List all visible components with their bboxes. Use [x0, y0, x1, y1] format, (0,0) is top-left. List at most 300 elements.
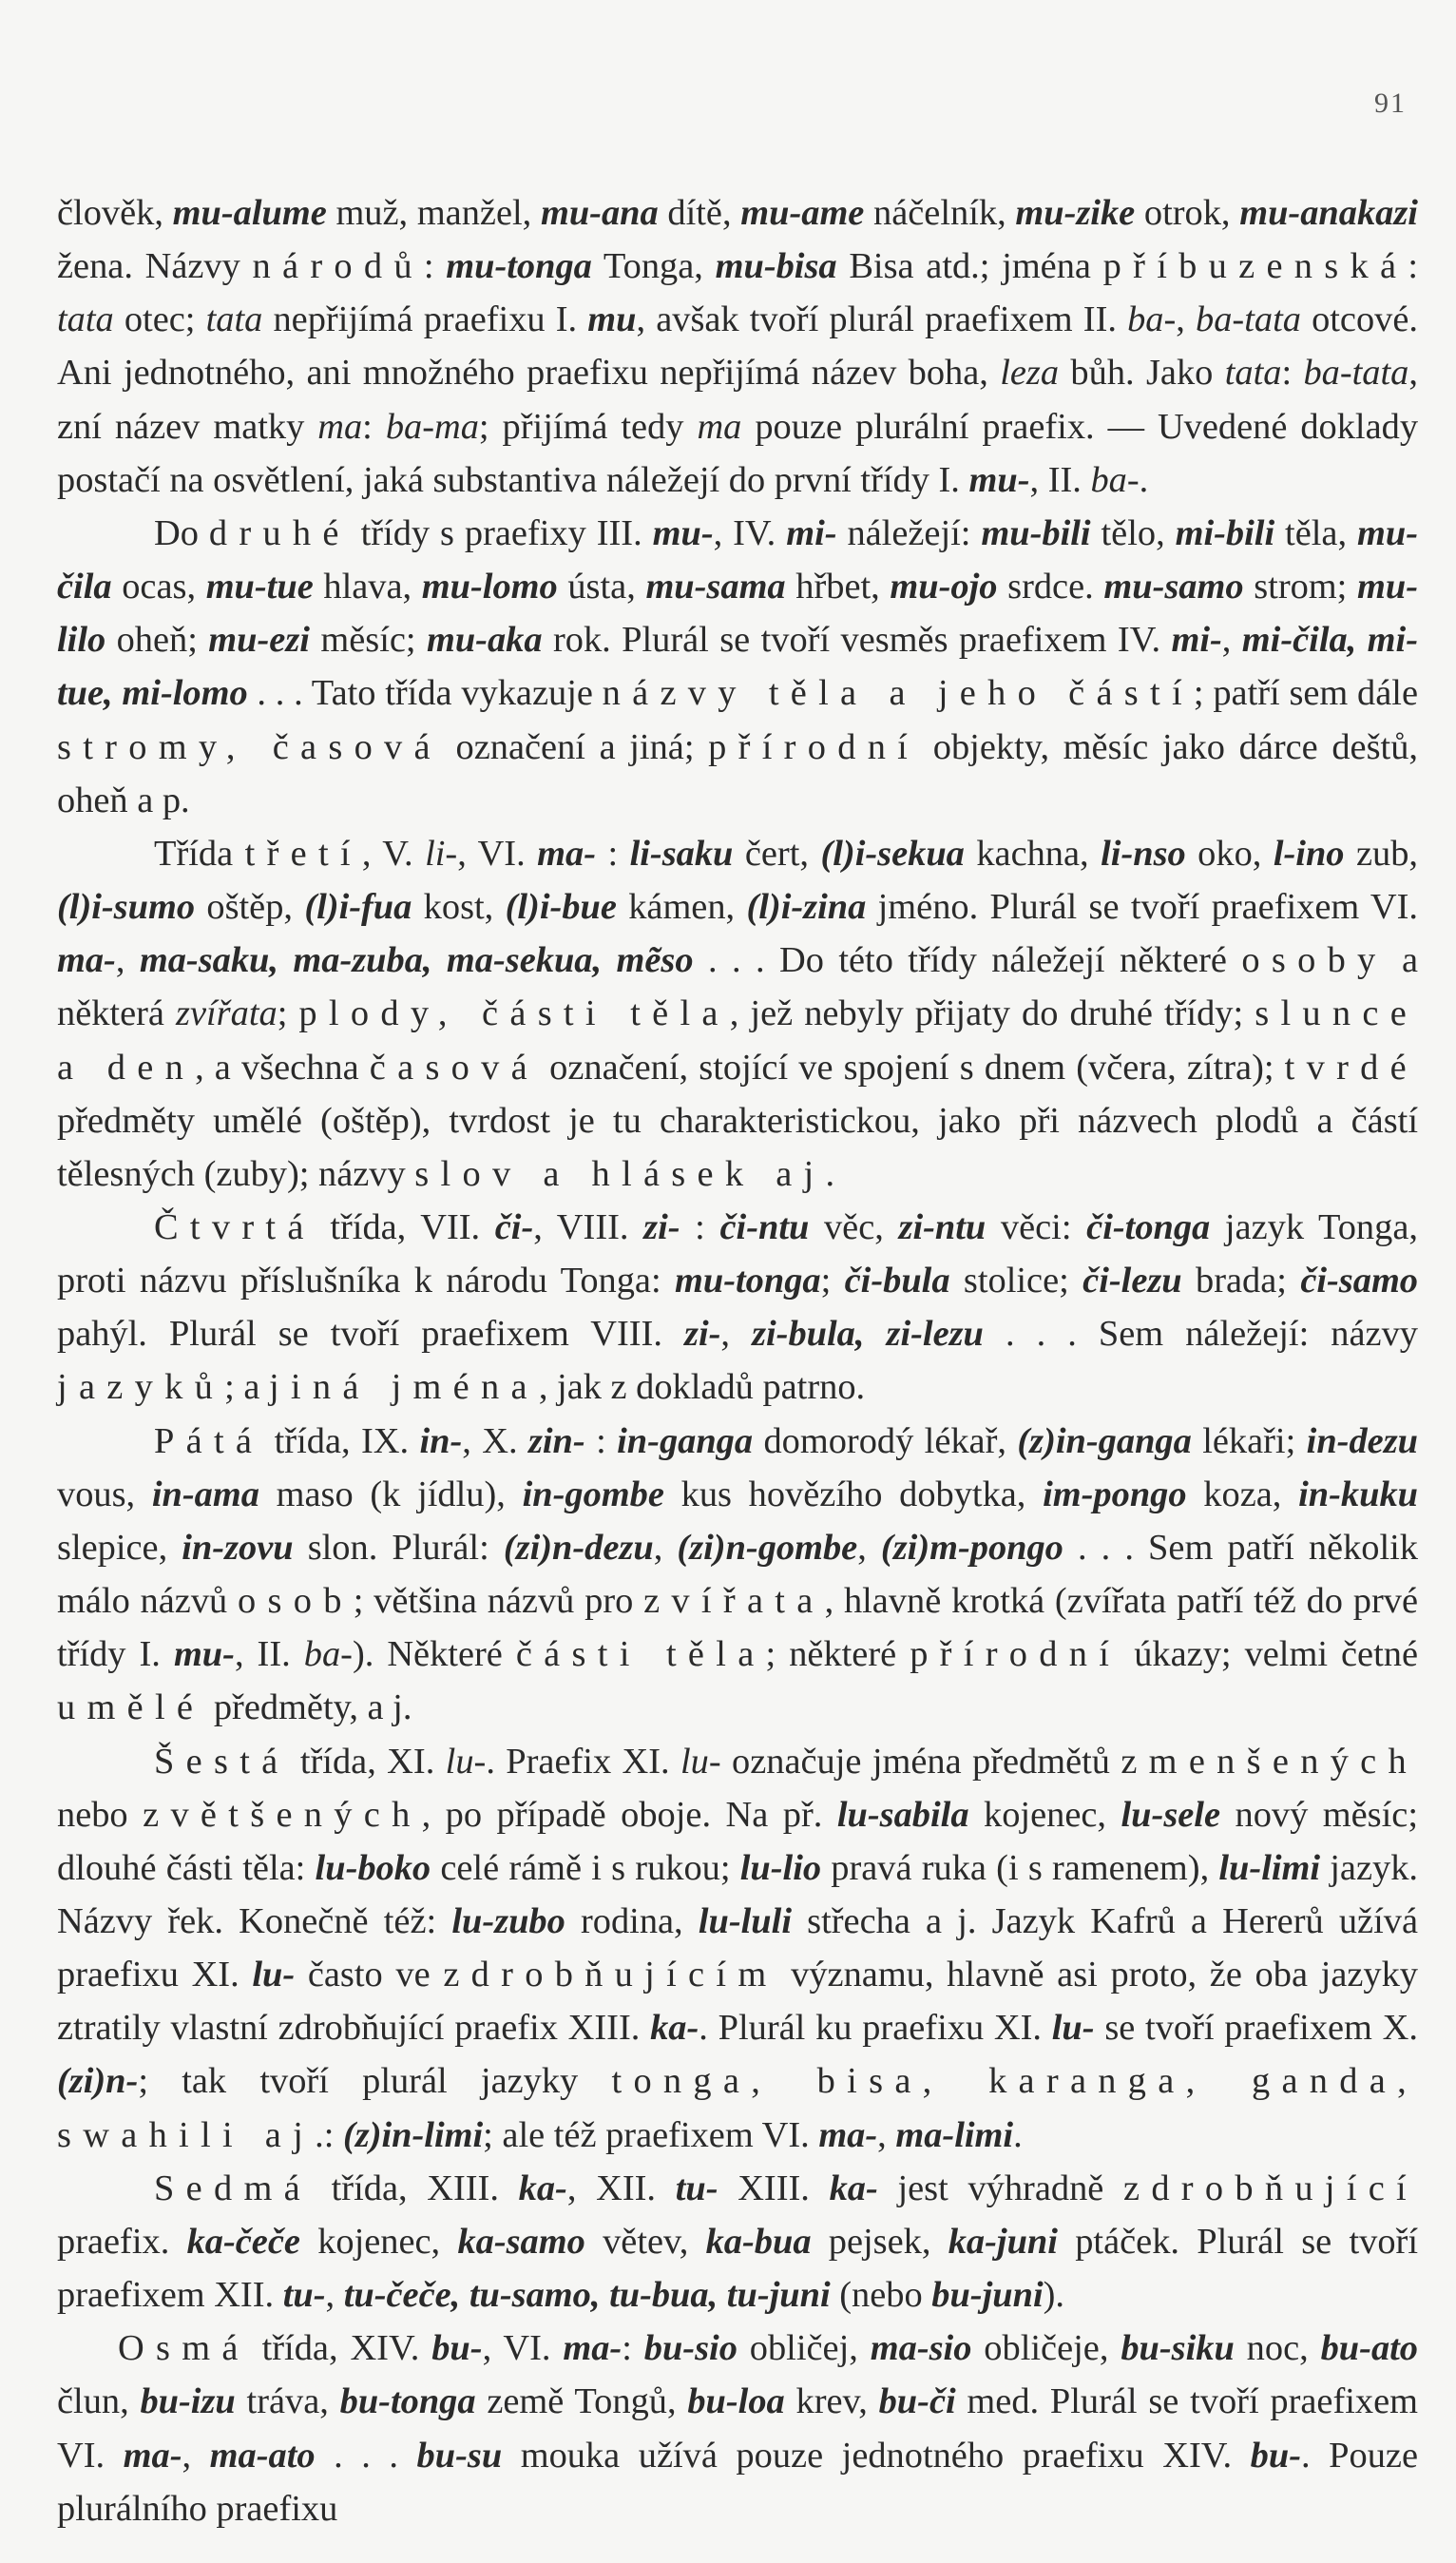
- text-run: , zní název matky: [57, 353, 1418, 447]
- text-run: . . . Tato třída vykazuje: [247, 673, 603, 714]
- text-run: maso (k jídlu),: [259, 1474, 523, 1514]
- text-run: , II.: [1029, 459, 1091, 500]
- spaced-emphasis: časová: [369, 1047, 539, 1088]
- spaced-emphasis: umělé: [57, 1687, 205, 1728]
- spaced-emphasis: části těla: [515, 1634, 766, 1675]
- spaced-emphasis: druhé: [208, 512, 351, 553]
- spaced-emphasis: osob: [238, 1581, 354, 1622]
- term: bu-izu: [140, 2381, 236, 2422]
- text-run: . . . Sem patří několik málo názvů: [57, 1527, 1418, 1622]
- text-run: ocas,: [111, 567, 206, 607]
- term: zi-ntu: [898, 1206, 987, 1247]
- paragraph-p3: [57, 1201, 1418, 1415]
- term: bu-: [431, 2328, 483, 2369]
- term: či-ntu: [719, 1206, 810, 1247]
- text-run: kojenec,: [968, 1794, 1121, 1835]
- term: (l)i-sumo: [57, 887, 196, 928]
- term: či-: [494, 1206, 534, 1247]
- spaced-emphasis: názvy těla a jeho částí: [602, 673, 1194, 714]
- text-run: oheň;: [105, 620, 209, 661]
- term: im-pongo: [1043, 1474, 1187, 1514]
- text-run: otcové. Ani jednotného, ani množného praefixu nepřijímá název boha,: [57, 299, 1418, 394]
- term: ka-juni: [948, 2221, 1058, 2262]
- text-run: pejsek,: [811, 2221, 948, 2262]
- text-run: kost,: [412, 887, 506, 928]
- text-run: , VI.: [457, 833, 538, 874]
- text-run: Bisa atd.; jména: [836, 246, 1103, 287]
- spaced-emphasis: národů: [252, 246, 424, 287]
- term: tata: [57, 299, 114, 340]
- text-run: muž, manžel,: [326, 193, 541, 233]
- text-run: brada;: [1181, 1261, 1301, 1301]
- term: ma-sio: [870, 2328, 972, 2369]
- paragraph-p4: [57, 1415, 1418, 1735]
- text-run: med. Plurál se tvoří praefixem VI.: [57, 2381, 1419, 2476]
- text-run: , po případě oboje. Na př.: [421, 1794, 837, 1835]
- term: tu-: [282, 2275, 326, 2316]
- term: in-gombe: [522, 1474, 664, 1514]
- term: mi-bili: [1175, 512, 1275, 553]
- term: mu-ana: [540, 193, 659, 233]
- text-run: , jak z dokladů patrno.: [538, 1367, 866, 1408]
- term: ma: [317, 406, 363, 447]
- text-run: , VIII.: [533, 1206, 644, 1247]
- term: zi-bula, zi-lezu: [752, 1314, 984, 1355]
- term: ba-: [1127, 299, 1177, 340]
- term: mi-: [786, 512, 837, 553]
- text-run: noc,: [1234, 2328, 1321, 2369]
- text-run: pravá ruka (i s ramenem),: [821, 1847, 1219, 1888]
- text-run: označení a jiná;: [441, 726, 709, 767]
- text-run: jazyk Tonga, proti názvu příslušníka k národu Tonga:: [57, 1206, 1418, 1301]
- text-run: náčelník,: [864, 193, 1016, 233]
- spaced-emphasis: slunce a den: [57, 993, 1419, 1088]
- spaced-emphasis: Čtvrtá: [154, 1206, 316, 1247]
- text-run: kojenec,: [299, 2221, 458, 2262]
- spaced-emphasis: přírodní: [910, 1634, 1121, 1675]
- text-run: rodina,: [565, 1901, 699, 1941]
- term: bu-či: [878, 2381, 956, 2422]
- term: (l)i-bue: [505, 887, 617, 928]
- term: in-kuku: [1298, 1474, 1418, 1514]
- term: in-dezu: [1306, 1420, 1418, 1461]
- spaced-emphasis: zvířata: [643, 1581, 825, 1622]
- text-run: .: [825, 1153, 835, 1194]
- text-run: významu, hlavně asi proto, že oba jazyky ztratily vlastní zdrobňující praefix XIII.: [57, 1955, 1418, 2049]
- paragraph-p1: [57, 507, 1418, 827]
- spaced-emphasis: přírodní: [708, 726, 920, 767]
- text-run: :: [1281, 353, 1304, 394]
- text-run: se tvoří praefixem X.: [1094, 2008, 1418, 2049]
- text-run: člověk,: [57, 193, 173, 233]
- text-run: označení, stojící ve spojení s dnem (včera, zítra);: [538, 1047, 1285, 1088]
- term: li-nso: [1101, 833, 1186, 874]
- spaced-emphasis: jazyků: [57, 1367, 225, 1408]
- spaced-emphasis: zmenšených: [1121, 1741, 1418, 1782]
- spaced-emphasis: třetí: [244, 833, 362, 874]
- term: zin-: [527, 1420, 585, 1461]
- term: bu-tonga: [339, 2381, 476, 2422]
- term: mu-bili: [981, 512, 1091, 553]
- term: ma-: [123, 2435, 182, 2476]
- term: tata: [1224, 353, 1282, 394]
- text-run: :: [362, 406, 386, 447]
- term: ma-ato: [209, 2435, 316, 2476]
- text-run: jest výhradně: [877, 2168, 1123, 2208]
- text-run: často ve: [295, 1955, 444, 1995]
- term: bu-sio: [643, 2328, 738, 2369]
- text-run: zub,: [1344, 833, 1418, 874]
- term: ma: [697, 406, 742, 447]
- text-run: vous,: [57, 1474, 152, 1514]
- text-run: pouze plurální praefix. — Uvedené doklady postačí na osvětlení, jaká substantiva náležejí do první třídy I.: [57, 406, 1419, 500]
- term: (l)i-fua: [304, 887, 412, 928]
- text-run: Tonga,: [591, 246, 716, 287]
- text-run: větev,: [584, 2221, 706, 2262]
- paragraph-p6: [57, 2162, 1418, 2322]
- body-text: [57, 186, 1418, 2535]
- text-run: ,: [182, 2435, 210, 2476]
- text-run: ,: [325, 2275, 344, 2316]
- text-run: jméno. Plurál se tvoří praefixem VI.: [866, 887, 1418, 928]
- text-run: jazyk. Názvy řek. Konečně též:: [57, 1847, 1419, 1941]
- term: ma-: [537, 833, 596, 874]
- term: mu-čila: [57, 512, 1418, 607]
- term: in-ganga: [617, 1420, 754, 1461]
- term: či-samo: [1300, 1261, 1418, 1301]
- text-run: oko,: [1185, 833, 1274, 874]
- text-run: objekty, měsíc jako dárce deštů, oheň a p.: [57, 726, 1418, 820]
- text-run: ,: [857, 1527, 881, 1568]
- text-run: , II.: [234, 1634, 304, 1675]
- text-run: Třída: [154, 833, 245, 874]
- text-run: rok. Plurál se tvoří vesměs praefixem IV.: [542, 620, 1172, 661]
- term: mu-ojo: [890, 567, 998, 607]
- text-run: slepice,: [57, 1527, 182, 1568]
- page-number: 91: [1374, 87, 1407, 119]
- text-run: , avšak tvoří plurál praefixem II.: [636, 299, 1128, 340]
- text-run: čert,: [733, 833, 821, 874]
- spaced-emphasis: Sedmá: [154, 2168, 312, 2208]
- text-run: , a všechna: [195, 1047, 370, 1088]
- term: zvířata: [176, 993, 278, 1034]
- term: l-ino: [1273, 833, 1345, 874]
- term: ma-: [818, 2114, 878, 2155]
- text-run: :: [584, 1420, 618, 1461]
- text-run: ). Některé: [352, 1634, 516, 1675]
- term: lu-: [1051, 2008, 1095, 2049]
- term: mu-tue: [205, 567, 314, 607]
- text-run: mouka užívá pouze jednotného praefixu XIV.: [502, 2435, 1251, 2476]
- text-run: :: [423, 246, 447, 287]
- text-run: obličej,: [737, 2328, 871, 2369]
- spaced-emphasis: zvětšených: [143, 1794, 422, 1835]
- text-run: , X.: [462, 1420, 528, 1461]
- term: ba-: [303, 1634, 353, 1675]
- text-run: ; přijímá tedy: [478, 406, 698, 447]
- term: mu-lilo: [57, 567, 1418, 661]
- text-run: hlava,: [313, 567, 422, 607]
- paragraph-p7: [57, 2322, 1418, 2535]
- text-run: otrok,: [1135, 193, 1240, 233]
- spaced-emphasis: tvrdé: [1284, 1047, 1418, 1088]
- text-run: náležejí:: [836, 512, 982, 553]
- term: (l)i-zina: [746, 887, 867, 928]
- term: mu-samo: [1103, 567, 1244, 607]
- text-run: . Praefix XI.: [486, 1741, 681, 1782]
- text-run: nepřijímá praefixu I.: [262, 299, 588, 340]
- term: ka-samo: [457, 2221, 585, 2262]
- term: ma-limi: [895, 2114, 1014, 2155]
- paragraph-p5: [57, 1735, 1418, 2162]
- text-run: :: [622, 2328, 644, 2369]
- term: (zi)n-gombe: [677, 1527, 858, 1568]
- text-run: kachna,: [964, 833, 1102, 874]
- term: ba-: [1090, 459, 1140, 500]
- text-run: ; některé: [765, 1634, 910, 1675]
- text-run: Do: [154, 512, 209, 553]
- text-run: ptáček. Plurál se tvoří praefixem XII.: [57, 2221, 1418, 2316]
- term: ma-saku, ma-zuba, ma-sekua, mẽso: [139, 940, 694, 981]
- text-run: ; patří sem dále: [1193, 673, 1418, 714]
- text-run: ,: [1221, 620, 1242, 661]
- text-run: koza,: [1186, 1474, 1299, 1514]
- text-run: , IV.: [713, 512, 787, 553]
- spaced-emphasis: osoby: [1241, 940, 1388, 981]
- text-run: ;: [277, 993, 299, 1034]
- term: (zi)n-: [57, 2061, 139, 2102]
- term: mu-sama: [645, 567, 786, 607]
- term: bu-: [1250, 2435, 1302, 2476]
- term: ka-čeče: [186, 2221, 300, 2262]
- text-run: pahýl. Plurál se tvoří praefixem VIII.: [57, 1314, 684, 1355]
- text-run: .:: [315, 2114, 343, 2155]
- spaced-emphasis: jiná jména: [268, 1367, 539, 1408]
- term: mu-tonga: [675, 1261, 821, 1301]
- text-run: úkazy; velmi četné: [1121, 1634, 1418, 1675]
- term: mu-: [652, 512, 714, 553]
- text-run: ).: [1043, 2275, 1065, 2316]
- term: in-: [419, 1420, 463, 1461]
- text-run: , hlavně krotká (zvířata patří též do prvé třídy I.: [57, 1581, 1419, 1675]
- term: (z)in-ganga: [1017, 1420, 1192, 1461]
- text-run: předměty, a j.: [204, 1687, 412, 1728]
- text-run: těla,: [1274, 512, 1357, 553]
- text-run: označuje jména předmětů: [720, 1741, 1121, 1782]
- term: li-saku: [629, 833, 734, 874]
- text-run: . Plurál ku praefixu XI.: [699, 2008, 1052, 2049]
- term: ka-: [518, 2168, 567, 2208]
- text-run: :: [595, 833, 630, 874]
- text-run: ; většina názvů pro: [353, 1581, 644, 1622]
- term: ka-bua: [705, 2221, 812, 2262]
- term: bu-juni: [931, 2275, 1044, 2316]
- text-run: hřbet,: [785, 567, 891, 607]
- text-run: srdce.: [997, 567, 1104, 607]
- term: lu-limi: [1218, 1847, 1321, 1888]
- text-run: . Pouze plurálního praefixu: [57, 2435, 1418, 2529]
- term: zi-: [643, 1206, 680, 1247]
- term: ba-tata: [1303, 353, 1409, 394]
- term: mu-ame: [740, 193, 865, 233]
- term: tata: [205, 299, 263, 340]
- text-run: . . . Sem náležejí: názvy: [983, 1314, 1418, 1355]
- text-run: ; tak tvoří plurál jazyky: [138, 2061, 612, 2102]
- term: mu-: [173, 1634, 235, 1675]
- term: in-zovu: [182, 1527, 294, 1568]
- term: bu-siku: [1121, 2328, 1235, 2369]
- text-run: ústa,: [557, 567, 646, 607]
- text-run: lékaři;: [1191, 1420, 1307, 1461]
- text-run: ,: [653, 1527, 678, 1568]
- text-run: . . . Do této třídy náležejí některé: [693, 940, 1242, 981]
- term: či-lezu: [1082, 1261, 1182, 1301]
- term: lu-luli: [698, 1901, 792, 1941]
- text-run: ;: [820, 1261, 845, 1301]
- text-run: třída, VII.: [315, 1206, 495, 1247]
- term: či-tonga: [1086, 1206, 1211, 1247]
- spaced-emphasis: zdrobňujícím: [443, 1955, 778, 1995]
- text-run: :: [680, 1206, 720, 1247]
- term: mu-tonga: [446, 246, 592, 287]
- term: ma-: [57, 940, 116, 981]
- term: bu-loa: [687, 2381, 785, 2422]
- text-run: ,: [877, 2114, 896, 2155]
- term: mu: [587, 299, 637, 340]
- term: mu-lomo: [421, 567, 558, 607]
- text-run: nový měsíc; dlouhé části těla:: [57, 1794, 1418, 1888]
- term: bu-ato: [1320, 2328, 1418, 2369]
- text-run: věc,: [809, 1206, 899, 1247]
- term: ka-: [650, 2008, 699, 2049]
- term: mu-anakazi: [1239, 193, 1418, 233]
- text-run: měsíc;: [309, 620, 427, 661]
- text-run: stolice;: [949, 1261, 1083, 1301]
- term: lu-sabila: [836, 1794, 969, 1835]
- text-run: země Tongů,: [475, 2381, 688, 2422]
- text-run: kus hovězího dobytka,: [663, 1474, 1044, 1514]
- term: mu-bisa: [715, 246, 837, 287]
- text-run: oštěp,: [195, 887, 305, 928]
- term: in-ama: [151, 1474, 259, 1514]
- text-run: strom;: [1243, 567, 1357, 607]
- term: (l)i-sekua: [820, 833, 965, 874]
- spaced-emphasis: plody, části těla: [298, 993, 730, 1034]
- spaced-emphasis: slov a hlásek aj: [414, 1153, 826, 1194]
- text-run: třída, IX.: [263, 1420, 420, 1461]
- text-run: .: [1013, 2114, 1023, 2155]
- text-run: nebo: [57, 1794, 144, 1835]
- term: či-bula: [844, 1261, 950, 1301]
- text-run: ,: [115, 940, 140, 981]
- text-run: slon. Plurál:: [293, 1527, 504, 1568]
- spaced-emphasis: Osmá: [118, 2328, 250, 2369]
- term: ba-tata: [1196, 299, 1301, 340]
- text-run: domorodý lékař,: [753, 1420, 1018, 1461]
- term: lu-boko: [315, 1847, 431, 1888]
- text-run: věci:: [986, 1206, 1087, 1247]
- text-run: ,: [1176, 299, 1197, 340]
- text-run: třídy s praefixy III.: [350, 512, 653, 553]
- text-run: krev,: [784, 2381, 879, 2422]
- text-run: celé rámě i s rukou;: [431, 1847, 740, 1888]
- term: (zi)m-pongo: [880, 1527, 1063, 1568]
- term: mi-čila, mi-tue, mi-lomo: [57, 620, 1418, 714]
- term: leza: [1000, 353, 1060, 394]
- text-run: člun,: [57, 2381, 141, 2422]
- paragraph-p0: [57, 186, 1418, 507]
- spaced-emphasis: tonga, bisa, karanga, ganda, swahili aj: [57, 2061, 1418, 2155]
- spaced-emphasis: stromy, časová: [57, 726, 442, 767]
- term: li-: [425, 833, 458, 874]
- text-run: bůh. Jako: [1059, 353, 1225, 394]
- text-run: třída, XIII.: [311, 2168, 519, 2208]
- text-run: třída, XI.: [289, 1741, 446, 1782]
- spaced-emphasis: příbuzenská: [1102, 246, 1408, 287]
- term: mu-alume: [172, 193, 327, 233]
- term: lu-sele: [1121, 1794, 1221, 1835]
- term: zi-: [684, 1314, 721, 1355]
- spaced-emphasis: Šestá: [154, 1741, 290, 1782]
- text-run: , XII.: [566, 2168, 676, 2208]
- text-run: praefix.: [57, 2221, 187, 2262]
- term: lu-: [680, 1741, 721, 1782]
- text-run: ; ale též praefixem VI.: [483, 2114, 819, 2155]
- term: bu-su: [416, 2435, 503, 2476]
- text-run: , V.: [361, 833, 426, 874]
- text-run: ,: [720, 1314, 753, 1355]
- term: ma-: [563, 2328, 623, 2369]
- text-run: třída, XIV.: [249, 2328, 432, 2369]
- text-run: (nebo: [830, 2275, 932, 2316]
- text-run: otec;: [113, 299, 206, 340]
- spaced-emphasis: zdrobňující: [1123, 2168, 1419, 2208]
- text-run: tělo,: [1090, 512, 1176, 553]
- term: mu-aka: [426, 620, 543, 661]
- text-run: a některá: [57, 940, 1419, 1034]
- term: tu-čeče, tu-samo, tu-bua, tu-juni: [343, 2275, 831, 2316]
- term: lu-: [445, 1741, 487, 1782]
- paragraph-p2: [57, 827, 1418, 1201]
- text-run: kámen,: [616, 887, 747, 928]
- term: ba-ma: [385, 406, 479, 447]
- spaced-emphasis: Pátá: [154, 1420, 264, 1461]
- term: mu-ezi: [208, 620, 310, 661]
- text-run: , VI.: [482, 2328, 564, 2369]
- term: lu-zubo: [451, 1901, 565, 1941]
- text-run: tráva,: [235, 2381, 340, 2422]
- term: mi-: [1171, 620, 1222, 661]
- text-run: obličeje,: [971, 2328, 1121, 2369]
- term: mu-: [968, 459, 1030, 500]
- text-run: XIII.: [718, 2168, 830, 2208]
- term: lu-: [252, 1955, 296, 1995]
- term: ka-: [829, 2168, 878, 2208]
- term: lu-lio: [739, 1847, 822, 1888]
- text-run: . . .: [315, 2435, 417, 2476]
- text-run: žena. Názvy: [57, 246, 253, 287]
- text-run: dítě,: [658, 193, 741, 233]
- text-run: :: [1408, 246, 1418, 287]
- text-run: , jež nebyly přijaty do druhé třídy;: [729, 993, 1255, 1034]
- text-run: .: [1139, 459, 1149, 500]
- text-run: předměty umělé (oštěp), tvrdost je tu charakteristickou, jako při názvech plodů a částí tělesných (zuby); názvy: [57, 1100, 1418, 1194]
- term: (z)in-limi: [342, 2114, 484, 2155]
- text-run: střecha a j. Jazyk Kafrů a Hererů užívá praefixu XI.: [57, 1901, 1418, 1995]
- text-run: ; a: [224, 1367, 269, 1408]
- term: tu-: [675, 2168, 718, 2208]
- term: (zi)n-dezu: [503, 1527, 654, 1568]
